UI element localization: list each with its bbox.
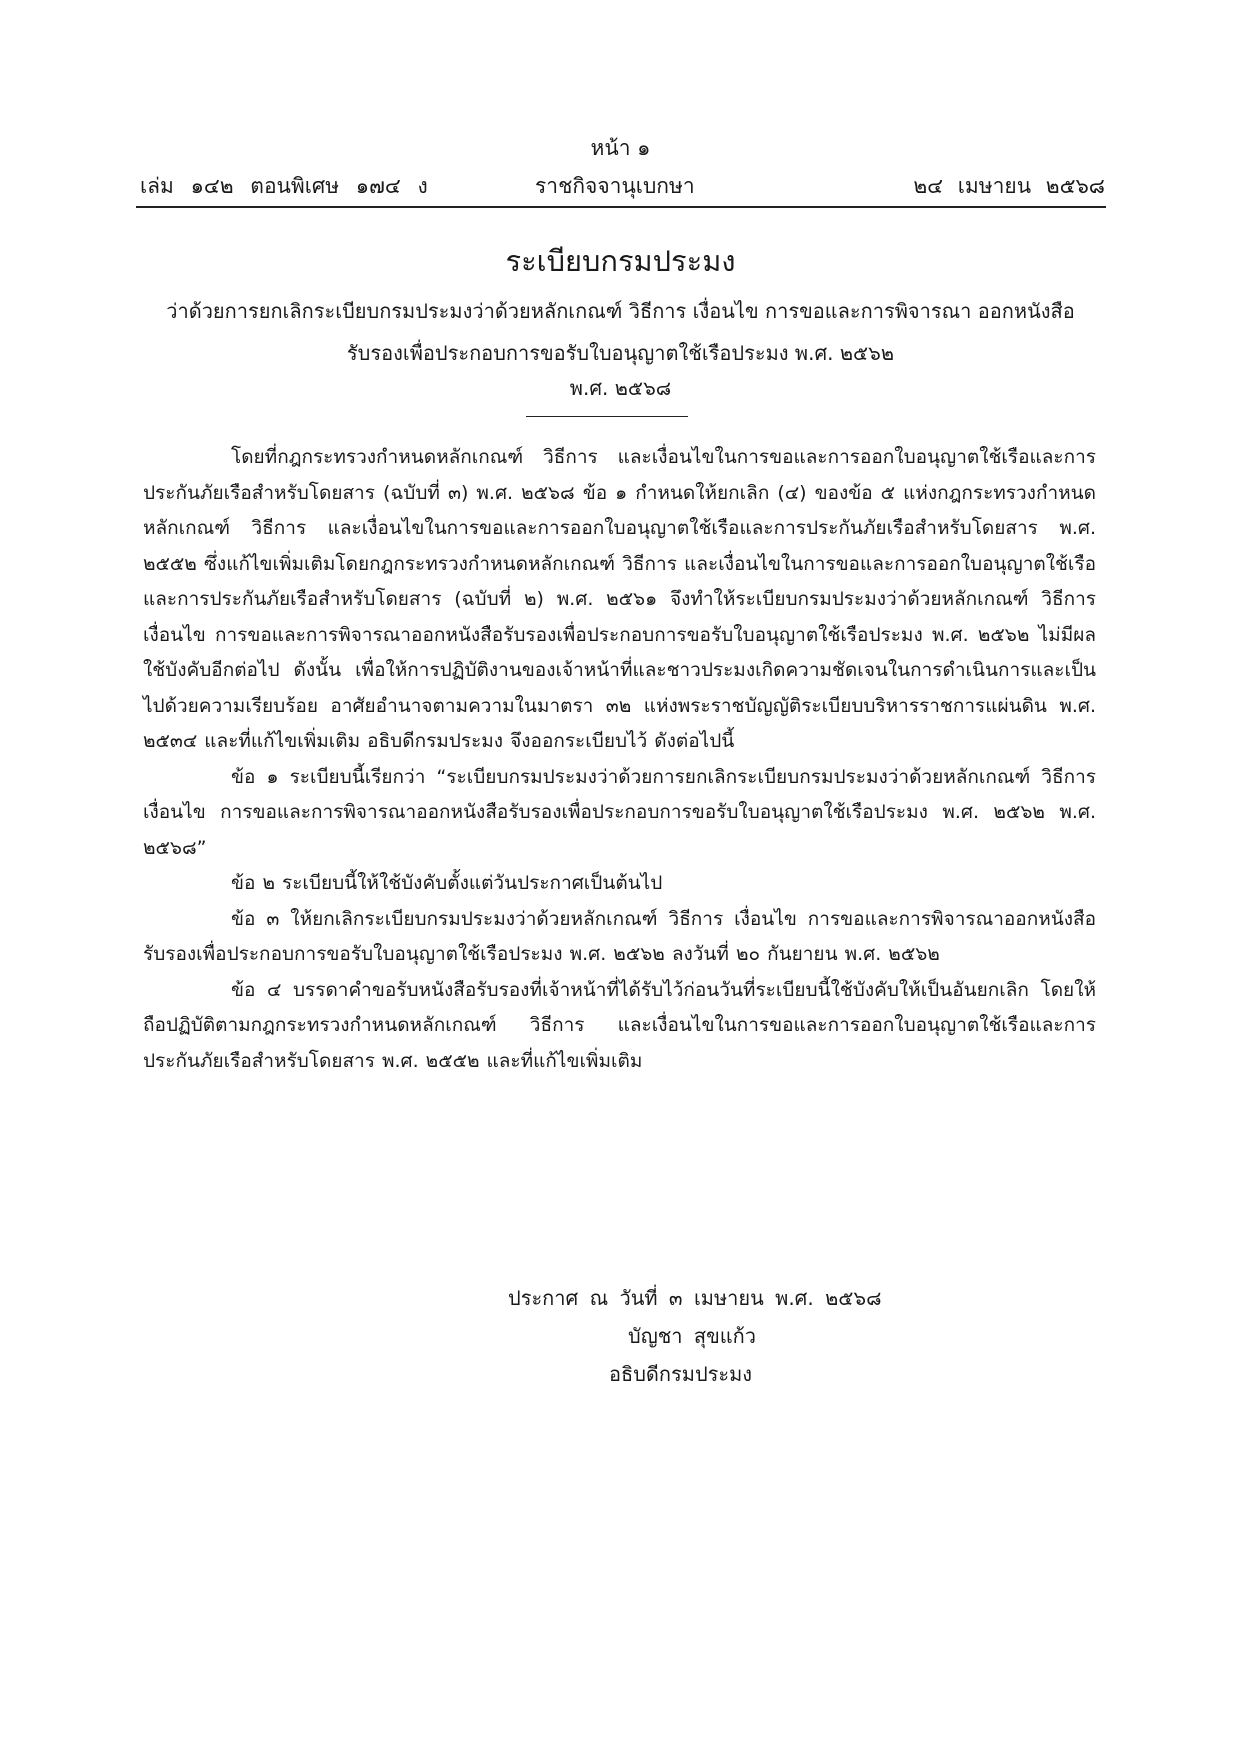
clause-1: ข้อ ๑ ระเบียบนี้เรียกว่า “ระเบียบกรมประมงว่าด้วยการยกเลิกระเบียบกรมประมงว่าด้วยหลักเกณฑ์ วิธีการ เงื่อนไข การขอและการพิจารณาออกหนังสือรับรองเพื่อประกอบการขอรับใบอนุญาตใช้เรือประมง พ.ศ. ๒๕๖๒ พ.ศ. ๒๕๖๘” [143, 765, 1096, 859]
publication-date: ๒๔ เมษายน ๒๕๖๘ [913, 174, 1105, 198]
document-subtitle: ว่าด้วยการยกเลิกระเบียบกรมประมงว่าด้วยหลักเกณฑ์ วิธีการ เงื่อนไข การขอและการพิจารณา ออกหนังสือรับรองเพื่อประกอบการขอรับใบอนุญาตใช้เรือประมง พ.ศ. ๒๕๖๒ [166, 299, 1075, 365]
volume-issue: เล่ม ๑๔๒ ตอนพิเศษ ๑๗๔ ง [140, 174, 428, 198]
gazette-name: ราชกิจจานุเบกษา [535, 174, 695, 198]
document-body [143, 440, 1096, 1079]
document-year: พ.ศ. ๒๕๖๘ [569, 376, 672, 400]
title-divider [526, 416, 688, 417]
gazette-header [140, 170, 1105, 204]
announcement-date: ประกาศ ณ วันที่ ๓ เมษายน พ.ศ. ๒๕๖๘ [508, 1286, 882, 1310]
header-divider [136, 206, 1106, 208]
document-title: ระเบียบกรมประมง [505, 244, 736, 278]
clause-3: ข้อ ๓ ให้ยกเลิกระเบียบกรมประมงว่าด้วยหลักเกณฑ์ วิธีการ เงื่อนไข การขอและการพิจารณาออกหนังสือรับรองเพื่อประกอบการขอรับใบอนุญาตใช้เรือประมง พ.ศ. ๒๕๖๒ ลงวันที่ ๒๐ กันยายน พ.ศ. ๒๕๖๒ [143, 907, 1096, 965]
signatory-position: อธิบดีกรมประมง [609, 1362, 753, 1386]
clause-4: ข้อ ๔ บรรดาคำขอรับหนังสือรับรองที่เจ้าหน้าที่ได้รับไว้ก่อนวันที่ระเบียบนี้ใช้บังคับให้เป็นอันยกเลิก โดยให้ถือปฏิบัติตามกฎกระทรวงกำหนดหลักเกณฑ์ วิธีการ และเงื่อนไขในการขอและการออกใบอนุญาตใช้เรือและการประกันภัยเรือสำหรับโดยสาร พ.ศ. ๒๕๕๒ และที่แก้ไขเพิ่มเติม [143, 978, 1096, 1072]
page-number: หน้า ๑ [590, 136, 651, 160]
preamble-paragraph: โดยที่กฎกระทรวงกำหนดหลักเกณฑ์ วิธีการ และเงื่อนไขในการขอและการออกใบอนุญาตใช้เรือและการประกันภัยเรือสำหรับโดยสาร (ฉบับที่ ๓) พ.ศ. ๒๕๖๘ ข้อ ๑ กำหนดให้ยกเลิก (๔) ของข้อ ๕ แห่งกฎกระทรวงกำหนดหลักเกณฑ์ วิธีการ และเงื่อนไขในการขอและการออกใบอนุญาตใช้เรือและการประกันภัยเรือสำหรับโดยสาร พ.ศ. ๒๕๕๒ ซึ่งแก้ไขเพิ่มเติมโดยกฎกระทรวงกำหนดหลักเกณฑ์ วิธีการ และเงื่อนไขในการขอและการออกใบอนุญาตใช้เรือและการประกันภัยเรือสำหรับโดยสาร (ฉบับที่ ๒) พ.ศ. ๒๕๖๑ จึงทำให้ระเบียบกรมประมงว่าด้วยหลักเกณฑ์ วิธีการ เงื่อนไข การขอและการพิจารณาออกหนังสือรับรองเพื่อประกอบการขอรับใบอนุญาตใช้เรือประมง พ.ศ. ๒๕๖๒ ไม่มีผลใช้บังคับอีกต่อไป ดังนั้น เพื่อให้การปฏิบัติงานของเจ้าหน้าที่และชาวประมงเกิดความชัดเจนในการดำเนินการและเป็นไปด้วยความเรียบร้อย อาศัยอำนาจตามความในมาตรา ๓๒ แห่งพระราชบัญญัติระเบียบบริหารราชการแผ่นดิน พ.ศ. ๒๕๓๔ และที่แก้ไขเพิ่มเติม อธิบดีกรมประมง จึงออกระเบียบไว้ ดังต่อไปนี้ [143, 446, 1096, 752]
signatory-name: บัญชา สุขแก้ว [628, 1324, 757, 1348]
clause-2: ข้อ ๒ ระเบียบนี้ให้ใช้บังคับตั้งแต่วันประกาศเป็นต้นไป [231, 872, 663, 894]
